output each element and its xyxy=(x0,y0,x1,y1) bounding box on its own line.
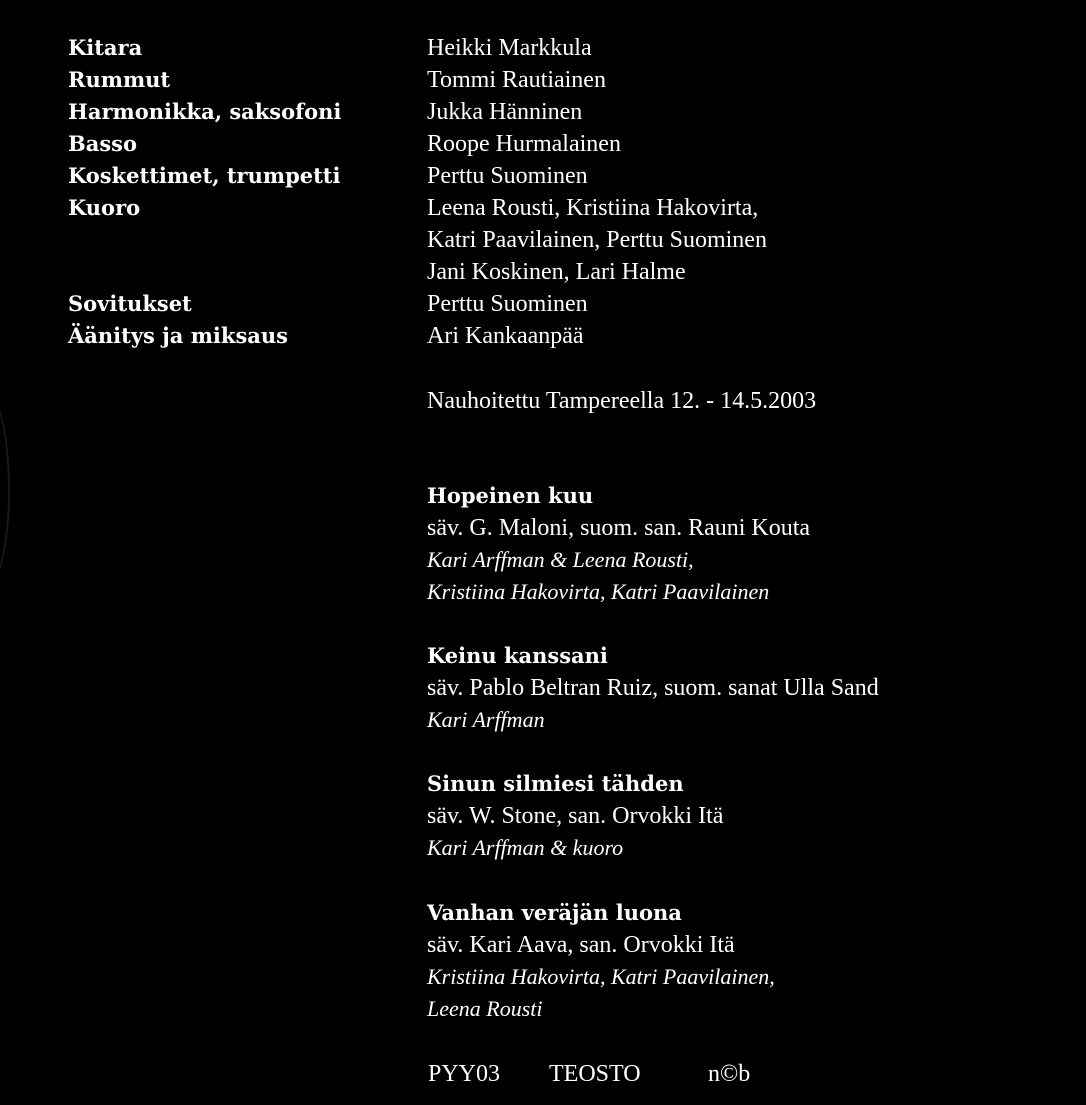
credit-role-rummut: Rummut xyxy=(68,67,171,92)
song-performers-3: Kari Arffman & kuoro xyxy=(427,835,624,860)
credit-name-rummut: Tommi Rautiainen xyxy=(427,67,606,93)
credit-role-aanitys: Äänitys ja miksaus xyxy=(68,323,288,348)
rights-org: TEOSTO xyxy=(549,1061,641,1087)
credit-role-kuoro: Kuoro xyxy=(68,195,141,220)
credit-name-koskettimet: Perttu Suominen xyxy=(427,163,588,189)
recording-note: Nauhoitettu Tampereella 12. - 14.5.2003 xyxy=(427,388,817,414)
credit-name-kuoro-line-3: Jani Koskinen, Lari Halme xyxy=(427,259,686,285)
credit-name-sovitukset: Perttu Suominen xyxy=(427,291,588,317)
credit-name-kuoro-line-2: Katri Paavilainen, Perttu Suominen xyxy=(427,227,767,253)
credit-name-harmonikka: Jukka Hänninen xyxy=(427,99,583,125)
credit-name-basso: Roope Hurmalainen xyxy=(427,131,621,157)
song-title-3: Sinun silmiesi tähden xyxy=(427,771,684,796)
catalog-number: PYY03 xyxy=(428,1061,501,1087)
song-credit-4: säv. Kari Aava, san. Orvokki Itä xyxy=(427,932,735,958)
credit-role-kitara: Kitara xyxy=(68,35,143,60)
credit-name-kuoro-line-1: Leena Rousti, Kristiina Hakovirta, xyxy=(427,195,759,221)
song-performers-4-line-1: Kristiina Hakovirta, Katri Paavilainen, xyxy=(427,964,775,989)
song-performers-1-line-1: Kari Arffman & Leena Rousti, xyxy=(427,547,694,572)
song-credit-2: säv. Pablo Beltran Ruiz, suom. sanat Ulla Sand xyxy=(427,675,879,701)
song-performers-4-line-2: Leena Rousti xyxy=(427,996,543,1021)
song-title-4: Vanhan veräjän luona xyxy=(427,900,682,925)
song-title-1: Hopeinen kuu xyxy=(427,483,594,508)
credit-role-basso: Basso xyxy=(68,131,138,156)
credit-role-sovitukset: Sovitukset xyxy=(68,291,192,316)
credit-role-harmonikka: Harmonikka, saksofoni xyxy=(68,99,342,124)
credit-name-aanitys: Ari Kankaanpää xyxy=(427,323,584,349)
copyright-mark: n©b xyxy=(708,1061,751,1087)
song-credit-1: säv. G. Maloni, suom. san. Rauni Kouta xyxy=(427,515,811,541)
disc-edge-shadow xyxy=(0,390,10,590)
song-title-2: Keinu kanssani xyxy=(427,643,608,668)
song-credit-3: säv. W. Stone, san. Orvokki Itä xyxy=(427,803,724,829)
credit-role-koskettimet: Koskettimet, trumpetti xyxy=(68,163,341,188)
song-performers-2: Kari Arffman xyxy=(427,707,545,732)
credit-name-kitara: Heikki Markkula xyxy=(427,35,592,61)
song-performers-1-line-2: Kristiina Hakovirta, Katri Paavilainen xyxy=(427,579,770,604)
